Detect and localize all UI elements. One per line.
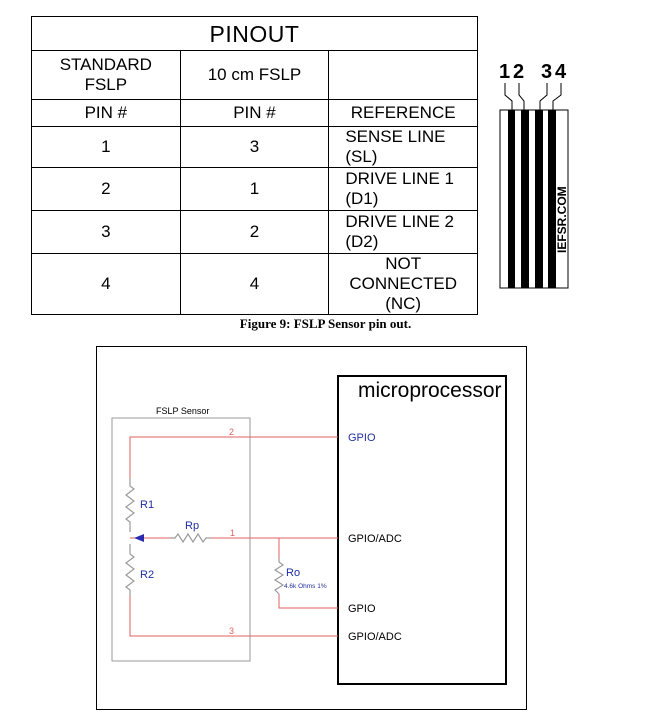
microprocessor-label: microprocessor — [358, 379, 502, 402]
fslp-pin-cell: 1 — [180, 168, 329, 211]
fslp-pin-cell: 3 — [180, 127, 329, 168]
connector-brand-text: IEFSR.COM — [555, 186, 569, 253]
mcu-pin-gpio-top: GPIO — [348, 432, 376, 444]
ro-resistor — [275, 558, 283, 594]
pinout-title: PINOUT — [32, 17, 478, 51]
connector-diagram — [490, 55, 590, 295]
pinout-table — [31, 16, 478, 315]
header-standard-fslp — [32, 51, 181, 100]
header-blank — [329, 51, 478, 100]
figure-caption: Figure 9: FSLP Sensor pin out. — [239, 316, 412, 331]
table-row — [32, 254, 478, 315]
reference-cell: DRIVE LINE 1 (D1) — [329, 168, 478, 211]
wire-ro-bottom — [279, 594, 338, 608]
ro-value-label: 4.6k Ohms 1% — [284, 583, 327, 590]
circuit-schematic — [96, 346, 527, 710]
reference-cell: SENSE LINE (SL) — [329, 127, 478, 168]
mcu-pin-gpio-adc-mid: GPIO/ADC — [348, 533, 402, 545]
connector-trace — [535, 110, 543, 288]
table-row — [32, 127, 478, 168]
wire-number: 1 — [230, 528, 236, 538]
wire-number: 3 — [229, 626, 235, 636]
mcu-pin-gpio-adc-bottom: GPIO/ADC — [348, 631, 402, 643]
connector-trace — [508, 110, 515, 288]
mcu-pin-gpio-low: GPIO — [348, 603, 376, 615]
fslp-sensor-label: FSLP Sensor — [156, 406, 210, 416]
connector-lead — [519, 83, 524, 110]
reference-cell — [329, 254, 478, 315]
standard-pin-cell: 1 — [32, 127, 181, 168]
connector-lead — [505, 83, 512, 110]
header-pin-standard: PIN # — [32, 100, 181, 127]
header-pin-fslp: PIN # — [180, 100, 329, 127]
table-row — [32, 168, 478, 211]
connector-pin-label: 4 — [555, 61, 567, 83]
r2-resistor — [126, 544, 134, 596]
wire-pin2 — [130, 437, 338, 478]
r1-resistor — [126, 478, 134, 532]
wire-number: 2 — [229, 427, 235, 437]
connector-pin-label: 3 — [541, 61, 553, 83]
connector-pin-label: 1 — [499, 61, 511, 83]
reference-cell: DRIVE LINE 2 (D2) — [329, 211, 478, 254]
wiper-arrow-icon — [134, 534, 144, 542]
rp-resistor — [170, 534, 211, 542]
header-10cm-fslp: 10 cm FSLP — [180, 51, 329, 100]
standard-pin-cell: 4 — [32, 254, 181, 315]
r2-label: R2 — [140, 569, 155, 581]
connector-pin-label: 2 — [513, 61, 525, 83]
reference-cell-text: NOT CONNECTED (NC) — [349, 254, 457, 313]
table-row — [32, 211, 478, 254]
r1-label: R1 — [140, 499, 155, 511]
header-standard-fslp-text: STANDARD FSLP — [59, 55, 152, 94]
connector-lead — [553, 83, 561, 110]
rp-label: Rp — [185, 520, 200, 532]
header-reference: REFERENCE — [329, 100, 478, 127]
standard-pin-cell: 2 — [32, 168, 181, 211]
fslp-pin-cell: 2 — [180, 211, 329, 254]
connector-lead — [540, 83, 547, 110]
ro-label: Ro — [286, 567, 301, 579]
standard-pin-cell: 3 — [32, 211, 181, 254]
fslp-pin-cell: 4 — [180, 254, 329, 315]
connector-trace — [521, 110, 529, 288]
